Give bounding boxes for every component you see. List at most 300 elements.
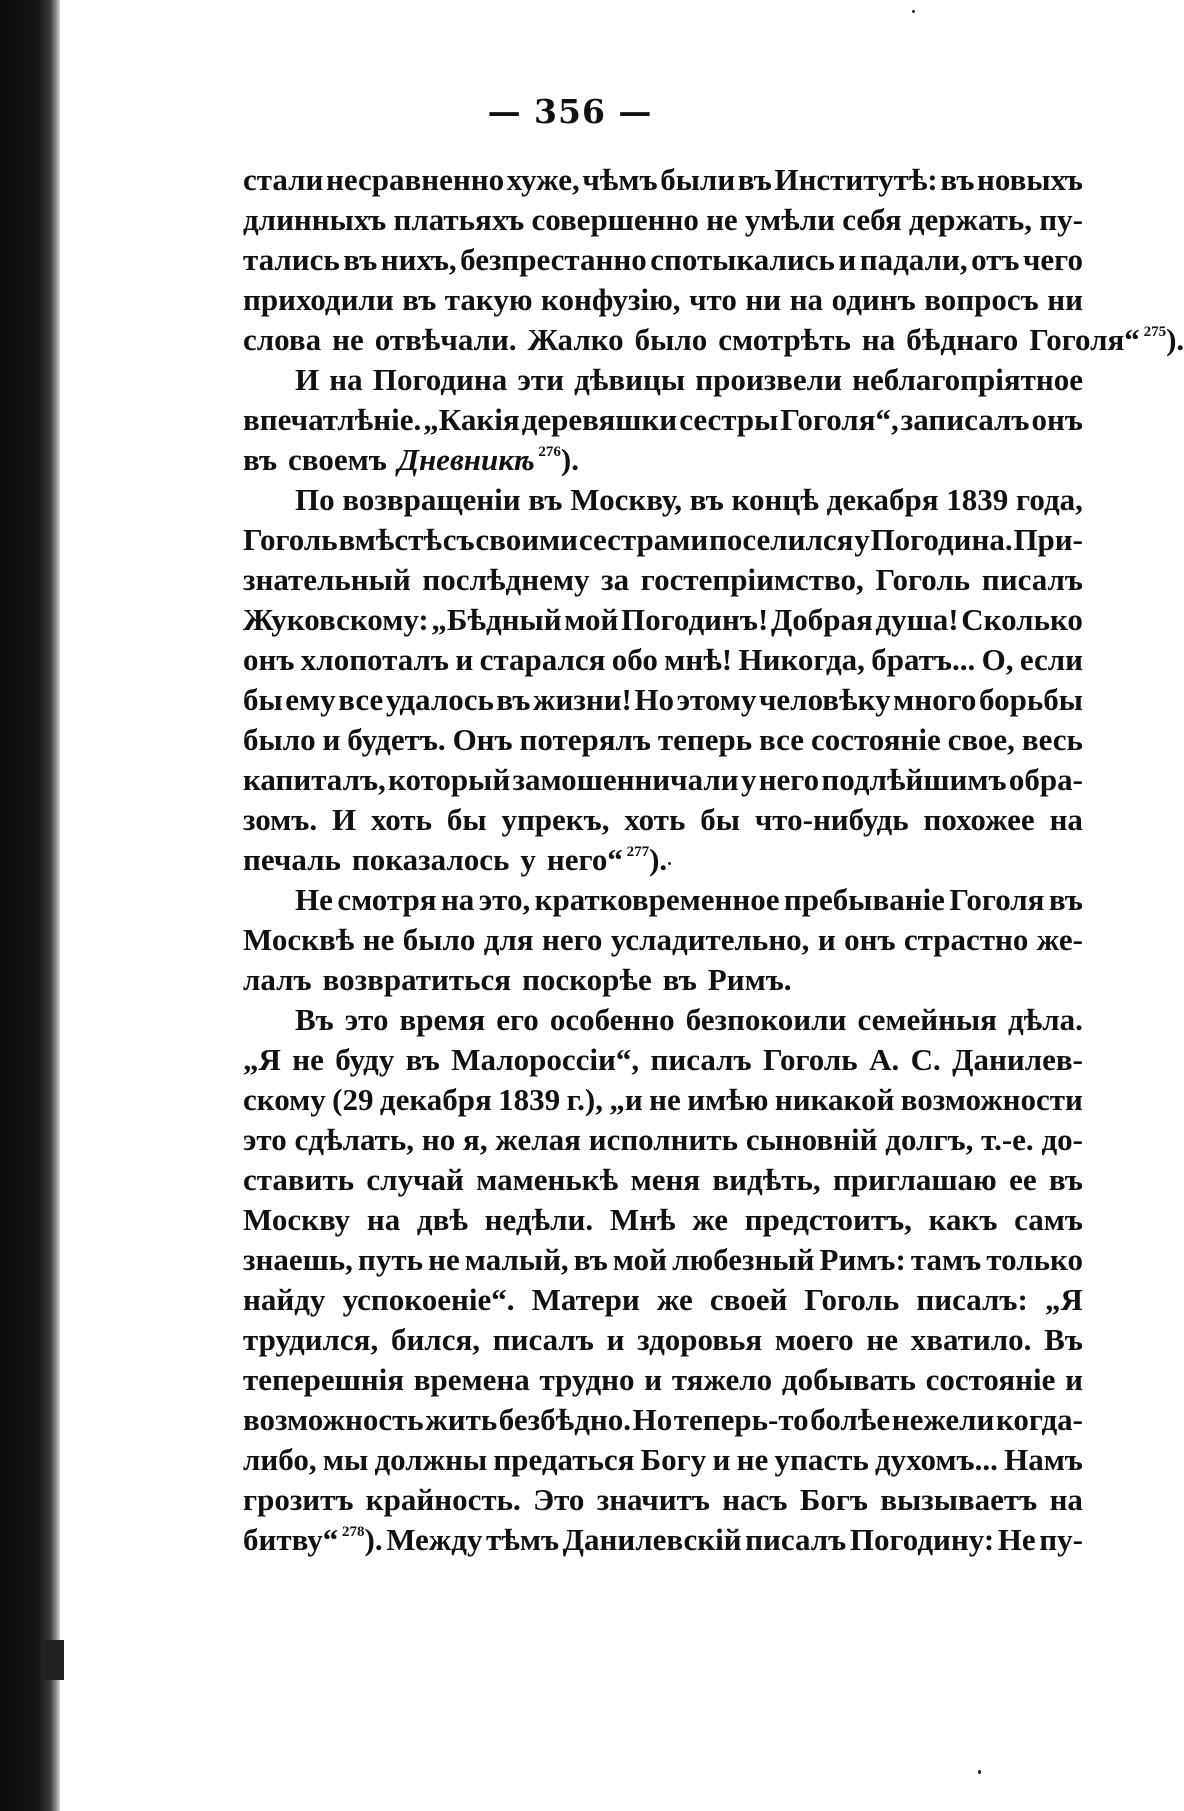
- body-text: [243, 160, 1184, 1560]
- word: Гоголь: [804, 1282, 900, 1317]
- word: маменькѣ: [476, 1162, 619, 1197]
- word: не: [362, 922, 395, 957]
- print-speck: [978, 1770, 981, 1774]
- word: на: [861, 322, 896, 357]
- word: чего: [1022, 242, 1083, 277]
- word: весь: [1021, 722, 1083, 757]
- word: будетъ.: [347, 722, 446, 757]
- word: Сколько: [961, 602, 1083, 637]
- word: дѣла.: [1007, 1002, 1083, 1037]
- text-line: [295, 1000, 1083, 1040]
- word: Погодину:: [849, 1522, 995, 1557]
- word: на: [366, 1202, 401, 1237]
- word: это: [243, 1122, 287, 1157]
- word: путь: [358, 1242, 423, 1277]
- word: видѣть,: [712, 1162, 821, 1197]
- text-line: [243, 560, 1083, 600]
- word: капиталъ,: [243, 762, 386, 797]
- word: и: [838, 242, 857, 277]
- word: лалъ: [243, 962, 312, 997]
- text-line: [243, 1200, 1083, 1240]
- text-line: [243, 840, 1083, 880]
- word: въ: [737, 162, 772, 197]
- word: моего: [774, 1322, 854, 1357]
- word: отвѣчали.: [374, 322, 517, 357]
- word: въ: [528, 482, 563, 517]
- word: такую: [444, 282, 533, 317]
- word: возможности: [900, 1082, 1083, 1117]
- word: въ: [662, 962, 697, 997]
- word: и: [1065, 1362, 1083, 1397]
- word: смотрѣть: [718, 322, 851, 357]
- word: въ: [689, 482, 724, 517]
- word: я,: [463, 1122, 488, 1157]
- text-line: [243, 520, 1083, 560]
- word: декабря: [379, 1082, 492, 1117]
- text-line: [243, 1240, 1083, 1280]
- word: сестрами: [578, 522, 709, 557]
- word: удалось: [385, 682, 494, 717]
- word: С.: [910, 1042, 941, 1077]
- word: и: [606, 1322, 625, 1357]
- word: падали,: [859, 242, 968, 277]
- word: Жалко: [527, 322, 624, 357]
- word: замошенничали: [512, 762, 739, 797]
- word: безпокоили: [685, 1002, 847, 1037]
- word: семейныя: [857, 1002, 997, 1037]
- word: спотыкались: [650, 242, 835, 277]
- word: упасть: [774, 1442, 869, 1477]
- word: упрекъ,: [501, 802, 610, 837]
- word: успокоеніе“.: [342, 1282, 515, 1317]
- word: Данилевскій: [562, 1522, 742, 1557]
- text-line: [243, 1120, 1083, 1160]
- word: состояніе: [925, 1362, 1056, 1397]
- word: у: [854, 522, 870, 557]
- word: недѣли.: [484, 1202, 594, 1237]
- word: пребываніе: [783, 882, 945, 917]
- word: въ: [243, 442, 278, 477]
- word: бы: [446, 802, 487, 837]
- word: меня: [630, 1162, 701, 1197]
- word: что-нибудь: [754, 802, 909, 837]
- word: до-: [1041, 1122, 1083, 1157]
- word: и: [817, 922, 836, 957]
- word: хоть: [624, 802, 686, 837]
- word: платьяхъ: [393, 202, 525, 237]
- word: своемъ: [288, 442, 387, 477]
- word: и: [712, 1442, 731, 1477]
- word: (29: [332, 1082, 374, 1117]
- word: безпрестанно: [460, 242, 647, 277]
- text-line: [243, 160, 1083, 200]
- word: имѣю: [687, 1082, 769, 1117]
- word: неблагопріятное: [852, 362, 1083, 397]
- word: знательный: [243, 562, 411, 597]
- word: „Бѣдный: [431, 602, 562, 637]
- word: онъ: [844, 922, 896, 957]
- word: мой: [612, 1242, 667, 1277]
- word: если: [1019, 642, 1083, 677]
- word: несравненно: [326, 162, 505, 197]
- word: зомъ.: [243, 802, 318, 837]
- word: хлопоталъ: [300, 642, 449, 677]
- word: было: [243, 722, 316, 757]
- word: новыхъ: [977, 162, 1083, 197]
- word: „Я: [243, 1042, 281, 1077]
- text-line: [295, 480, 1083, 520]
- word: здоровья: [637, 1322, 763, 1357]
- word: самъ: [1014, 1202, 1083, 1237]
- word: не: [866, 1322, 899, 1357]
- word: нихъ,: [380, 242, 457, 277]
- word: показалось: [351, 842, 510, 877]
- word: него: [758, 762, 820, 797]
- word: это,: [478, 882, 531, 917]
- text-line: [243, 960, 1083, 1000]
- word: себя: [842, 202, 902, 237]
- word: времена: [413, 1362, 530, 1397]
- word: писалъ: [492, 1322, 594, 1357]
- word: одинъ: [831, 282, 916, 317]
- word: состояніе: [810, 722, 941, 757]
- book-binding-edge: [0, 0, 60, 1811]
- word: мой: [564, 602, 619, 637]
- word: много: [893, 682, 977, 717]
- word: найду: [243, 1282, 326, 1317]
- word: Онъ: [452, 722, 513, 757]
- word: эти: [517, 362, 564, 397]
- word: добывать: [781, 1362, 916, 1397]
- word: у: [520, 842, 536, 877]
- word: все: [759, 722, 805, 757]
- word: Богу: [640, 1442, 707, 1477]
- word: все: [338, 682, 384, 717]
- text-line: [295, 880, 1083, 920]
- word: на: [789, 282, 824, 317]
- word: бы: [700, 802, 740, 837]
- word: Гоголя: [949, 882, 1045, 917]
- word: И: [295, 362, 320, 397]
- word: вызываетъ: [880, 1482, 1038, 1517]
- word: что: [689, 282, 737, 317]
- word: своими: [475, 522, 579, 557]
- word: бился,: [390, 1322, 480, 1357]
- word: произвели: [695, 362, 842, 397]
- print-speck: [668, 862, 671, 865]
- word: 1839: [946, 482, 1009, 517]
- word: своей: [709, 1282, 788, 1317]
- word: когда-: [995, 1402, 1083, 1437]
- text-line: [243, 1520, 1083, 1560]
- word: малый,: [464, 1242, 569, 1277]
- text-line: [243, 760, 1083, 800]
- word: его: [496, 1002, 539, 1037]
- word: двѣ: [416, 1202, 468, 1237]
- word: было: [402, 922, 476, 957]
- word: предаться: [493, 1442, 635, 1477]
- word: бы: [243, 682, 283, 717]
- word: въ: [405, 1042, 440, 1077]
- word: трудился,: [243, 1322, 379, 1357]
- text-line: [295, 360, 1083, 400]
- word: хоть: [370, 802, 432, 837]
- word: Гоголя“,: [780, 402, 899, 437]
- word: не: [706, 202, 738, 237]
- word: на: [1049, 802, 1083, 837]
- word: писалъ: [981, 562, 1083, 597]
- word: тались: [243, 242, 340, 277]
- word: въ: [1048, 1162, 1083, 1197]
- word: печаль: [243, 842, 341, 877]
- word: въ: [1048, 882, 1083, 917]
- word: концѣ: [731, 482, 819, 517]
- text-line: [243, 1440, 1083, 1480]
- word: время: [399, 1002, 486, 1037]
- text-line: [243, 1400, 1083, 1440]
- word: вмѣстѣ: [338, 522, 442, 557]
- word: гостепріимство,: [640, 562, 864, 597]
- word: не: [649, 1082, 681, 1117]
- word: вопросъ: [924, 282, 1039, 317]
- word: И: [331, 802, 357, 837]
- word: желая: [495, 1122, 581, 1157]
- word: должны: [374, 1442, 488, 1477]
- word: буду: [335, 1042, 395, 1077]
- word: же-: [1036, 922, 1083, 957]
- word: Гоголь: [763, 1042, 858, 1077]
- word: сыновній: [745, 1122, 878, 1157]
- text-line: [243, 1320, 1083, 1360]
- text-line: [243, 1160, 1083, 1200]
- word: Мнѣ: [609, 1202, 676, 1237]
- word: бѣднаго: [906, 322, 1019, 357]
- word: Не: [295, 882, 333, 917]
- word: въ: [402, 282, 437, 317]
- word: борьбы: [979, 682, 1083, 717]
- word: года,: [1016, 482, 1083, 517]
- word: и: [455, 642, 474, 677]
- word: г.),: [566, 1082, 603, 1117]
- text-line: [243, 1480, 1083, 1520]
- word: Данилев-: [952, 1042, 1083, 1077]
- word: крайность.: [365, 1482, 521, 1517]
- footnote-ref: 277: [622, 844, 650, 860]
- text-line: [243, 1360, 1083, 1400]
- word: на: [440, 882, 475, 917]
- word: не: [428, 1242, 460, 1277]
- word: кратковременное: [534, 882, 780, 917]
- word: обо: [611, 642, 658, 677]
- word: нежели: [891, 1402, 995, 1437]
- word: тамъ: [910, 1242, 982, 1277]
- word: писалъ: [650, 1042, 752, 1077]
- word: который: [388, 762, 511, 797]
- word: трудно: [539, 1362, 635, 1397]
- word: „Какія: [423, 402, 520, 437]
- word: какъ: [928, 1202, 998, 1237]
- word: онъ: [1031, 402, 1083, 437]
- word: насъ: [722, 1482, 788, 1517]
- word: душа!: [875, 602, 959, 637]
- word: Римъ:: [819, 1242, 906, 1277]
- word: Между: [386, 1522, 483, 1557]
- word: Погодина: [372, 362, 508, 397]
- word: Москву,: [570, 482, 683, 517]
- word: предстоитъ,: [744, 1202, 912, 1237]
- word: теперь: [657, 722, 753, 757]
- word: умѣли: [744, 202, 835, 237]
- word: въ: [343, 242, 378, 277]
- word: безбѣдно.: [498, 1402, 632, 1437]
- word: По: [295, 482, 335, 517]
- word: возможность: [243, 1402, 424, 1437]
- word: и: [322, 722, 341, 757]
- text-line: [243, 400, 1083, 440]
- word: приходили: [243, 282, 394, 317]
- footnote-ref: 278: [338, 1524, 365, 1540]
- word: совершенно: [531, 202, 699, 237]
- word: духомъ...: [874, 1442, 998, 1477]
- word: Гоголя“ $^{275}$).: [1029, 322, 1184, 357]
- word: этому: [676, 682, 757, 717]
- text-line: [243, 320, 1184, 360]
- text-line: [243, 680, 1083, 720]
- word: жить: [425, 1402, 498, 1437]
- word: не: [292, 1042, 324, 1077]
- word: братъ...: [871, 642, 976, 677]
- word: поселился: [708, 522, 854, 557]
- word: долгъ,: [885, 1122, 974, 1157]
- word: же: [692, 1202, 729, 1237]
- word: Въ: [295, 1002, 334, 1037]
- word: сестры: [679, 402, 779, 437]
- word: Погодина.: [870, 522, 1013, 557]
- word: особенно: [549, 1002, 675, 1037]
- word: подлѣйшимъ: [821, 762, 1007, 797]
- word: Гоголь: [243, 522, 338, 557]
- word: скому: [243, 1082, 326, 1117]
- word: человѣку: [758, 682, 891, 717]
- word: ее: [1009, 1162, 1037, 1197]
- word: возвращеніи: [342, 482, 521, 517]
- word: же: [656, 1282, 693, 1317]
- text-line: [243, 720, 1083, 760]
- word: свое,: [947, 722, 1015, 757]
- word: тяжело: [671, 1362, 773, 1397]
- word: чѣмъ: [582, 162, 658, 197]
- word: значитъ: [596, 1482, 710, 1517]
- text-line: [243, 240, 1083, 280]
- word: впечатлѣніе.: [243, 402, 422, 437]
- word: ставить: [243, 1162, 355, 1197]
- word: битву“ $^{278}$).: [243, 1522, 383, 1557]
- word: него“ $^{277}$).: [546, 842, 668, 877]
- word: это: [344, 1002, 389, 1037]
- word: Добрая: [770, 602, 873, 637]
- word: Жуковскому:: [243, 602, 429, 637]
- page-number: — 356 —: [487, 92, 653, 131]
- word: При-: [1013, 522, 1083, 557]
- word: были: [660, 162, 736, 197]
- word: знаешь,: [243, 1242, 353, 1277]
- word: на: [329, 362, 363, 397]
- word: никакой: [774, 1082, 895, 1117]
- word: теперешнія: [243, 1362, 405, 1397]
- word: старался: [479, 642, 606, 677]
- word: и: [644, 1362, 663, 1397]
- word: него: [541, 922, 603, 957]
- word: держать,: [908, 202, 1033, 237]
- word: записалъ: [900, 402, 1030, 437]
- word: декабря: [826, 482, 939, 517]
- word: Гоголь: [875, 562, 971, 597]
- word: ему: [285, 682, 336, 717]
- footnote-ref: 276: [534, 444, 561, 460]
- word: мы: [322, 1442, 369, 1477]
- word: конфузію,: [541, 282, 681, 317]
- word: слова: [243, 322, 322, 357]
- word: на: [1049, 1482, 1083, 1517]
- word: было: [634, 322, 708, 357]
- word: Никогда,: [738, 642, 865, 677]
- word: приглашаю: [833, 1162, 997, 1197]
- word: у: [740, 762, 757, 797]
- word: пу-: [1039, 202, 1083, 237]
- word: Богъ: [799, 1482, 868, 1517]
- text-line: [243, 440, 1083, 480]
- word: ни: [1047, 282, 1083, 317]
- text-line: [243, 640, 1083, 680]
- word: грозитъ: [243, 1482, 354, 1517]
- word: не: [736, 1442, 769, 1477]
- word: теперь-то: [673, 1402, 809, 1437]
- word: т.-е.: [981, 1122, 1034, 1157]
- word: А.: [869, 1042, 900, 1077]
- word: возвратиться: [322, 962, 512, 997]
- word: съ: [442, 522, 475, 557]
- word: въ: [573, 1242, 608, 1277]
- text-line: [243, 600, 1083, 640]
- word: для: [483, 922, 534, 957]
- text-line: [243, 200, 1083, 240]
- word: дѣвицы: [574, 362, 686, 397]
- word: послѣднему: [422, 562, 590, 597]
- word: Но: [632, 1402, 673, 1437]
- word: Не: [997, 1522, 1036, 1557]
- word: болѣе: [810, 1402, 891, 1437]
- word: похожее: [923, 802, 1035, 837]
- word: ни: [745, 282, 782, 317]
- word: потерялъ: [519, 722, 651, 757]
- word: Москвѣ: [243, 922, 355, 957]
- word: мнѣ!: [664, 642, 733, 677]
- word: „Я: [1045, 1282, 1083, 1317]
- word: Въ: [1044, 1322, 1083, 1357]
- italic-title: Дневникѣ $^{276}$).: [397, 442, 579, 477]
- footnote-ref: 275: [1139, 324, 1167, 340]
- word: О,: [981, 642, 1014, 677]
- word: за: [601, 562, 630, 597]
- word: Римъ.: [707, 962, 792, 997]
- text-line: [243, 1080, 1083, 1120]
- word: въ: [940, 162, 975, 197]
- word: Это: [533, 1482, 585, 1517]
- text-line: [243, 1040, 1083, 1080]
- word: Намъ: [1004, 1442, 1083, 1477]
- text-line: [243, 800, 1083, 840]
- text-line: [243, 1280, 1083, 1320]
